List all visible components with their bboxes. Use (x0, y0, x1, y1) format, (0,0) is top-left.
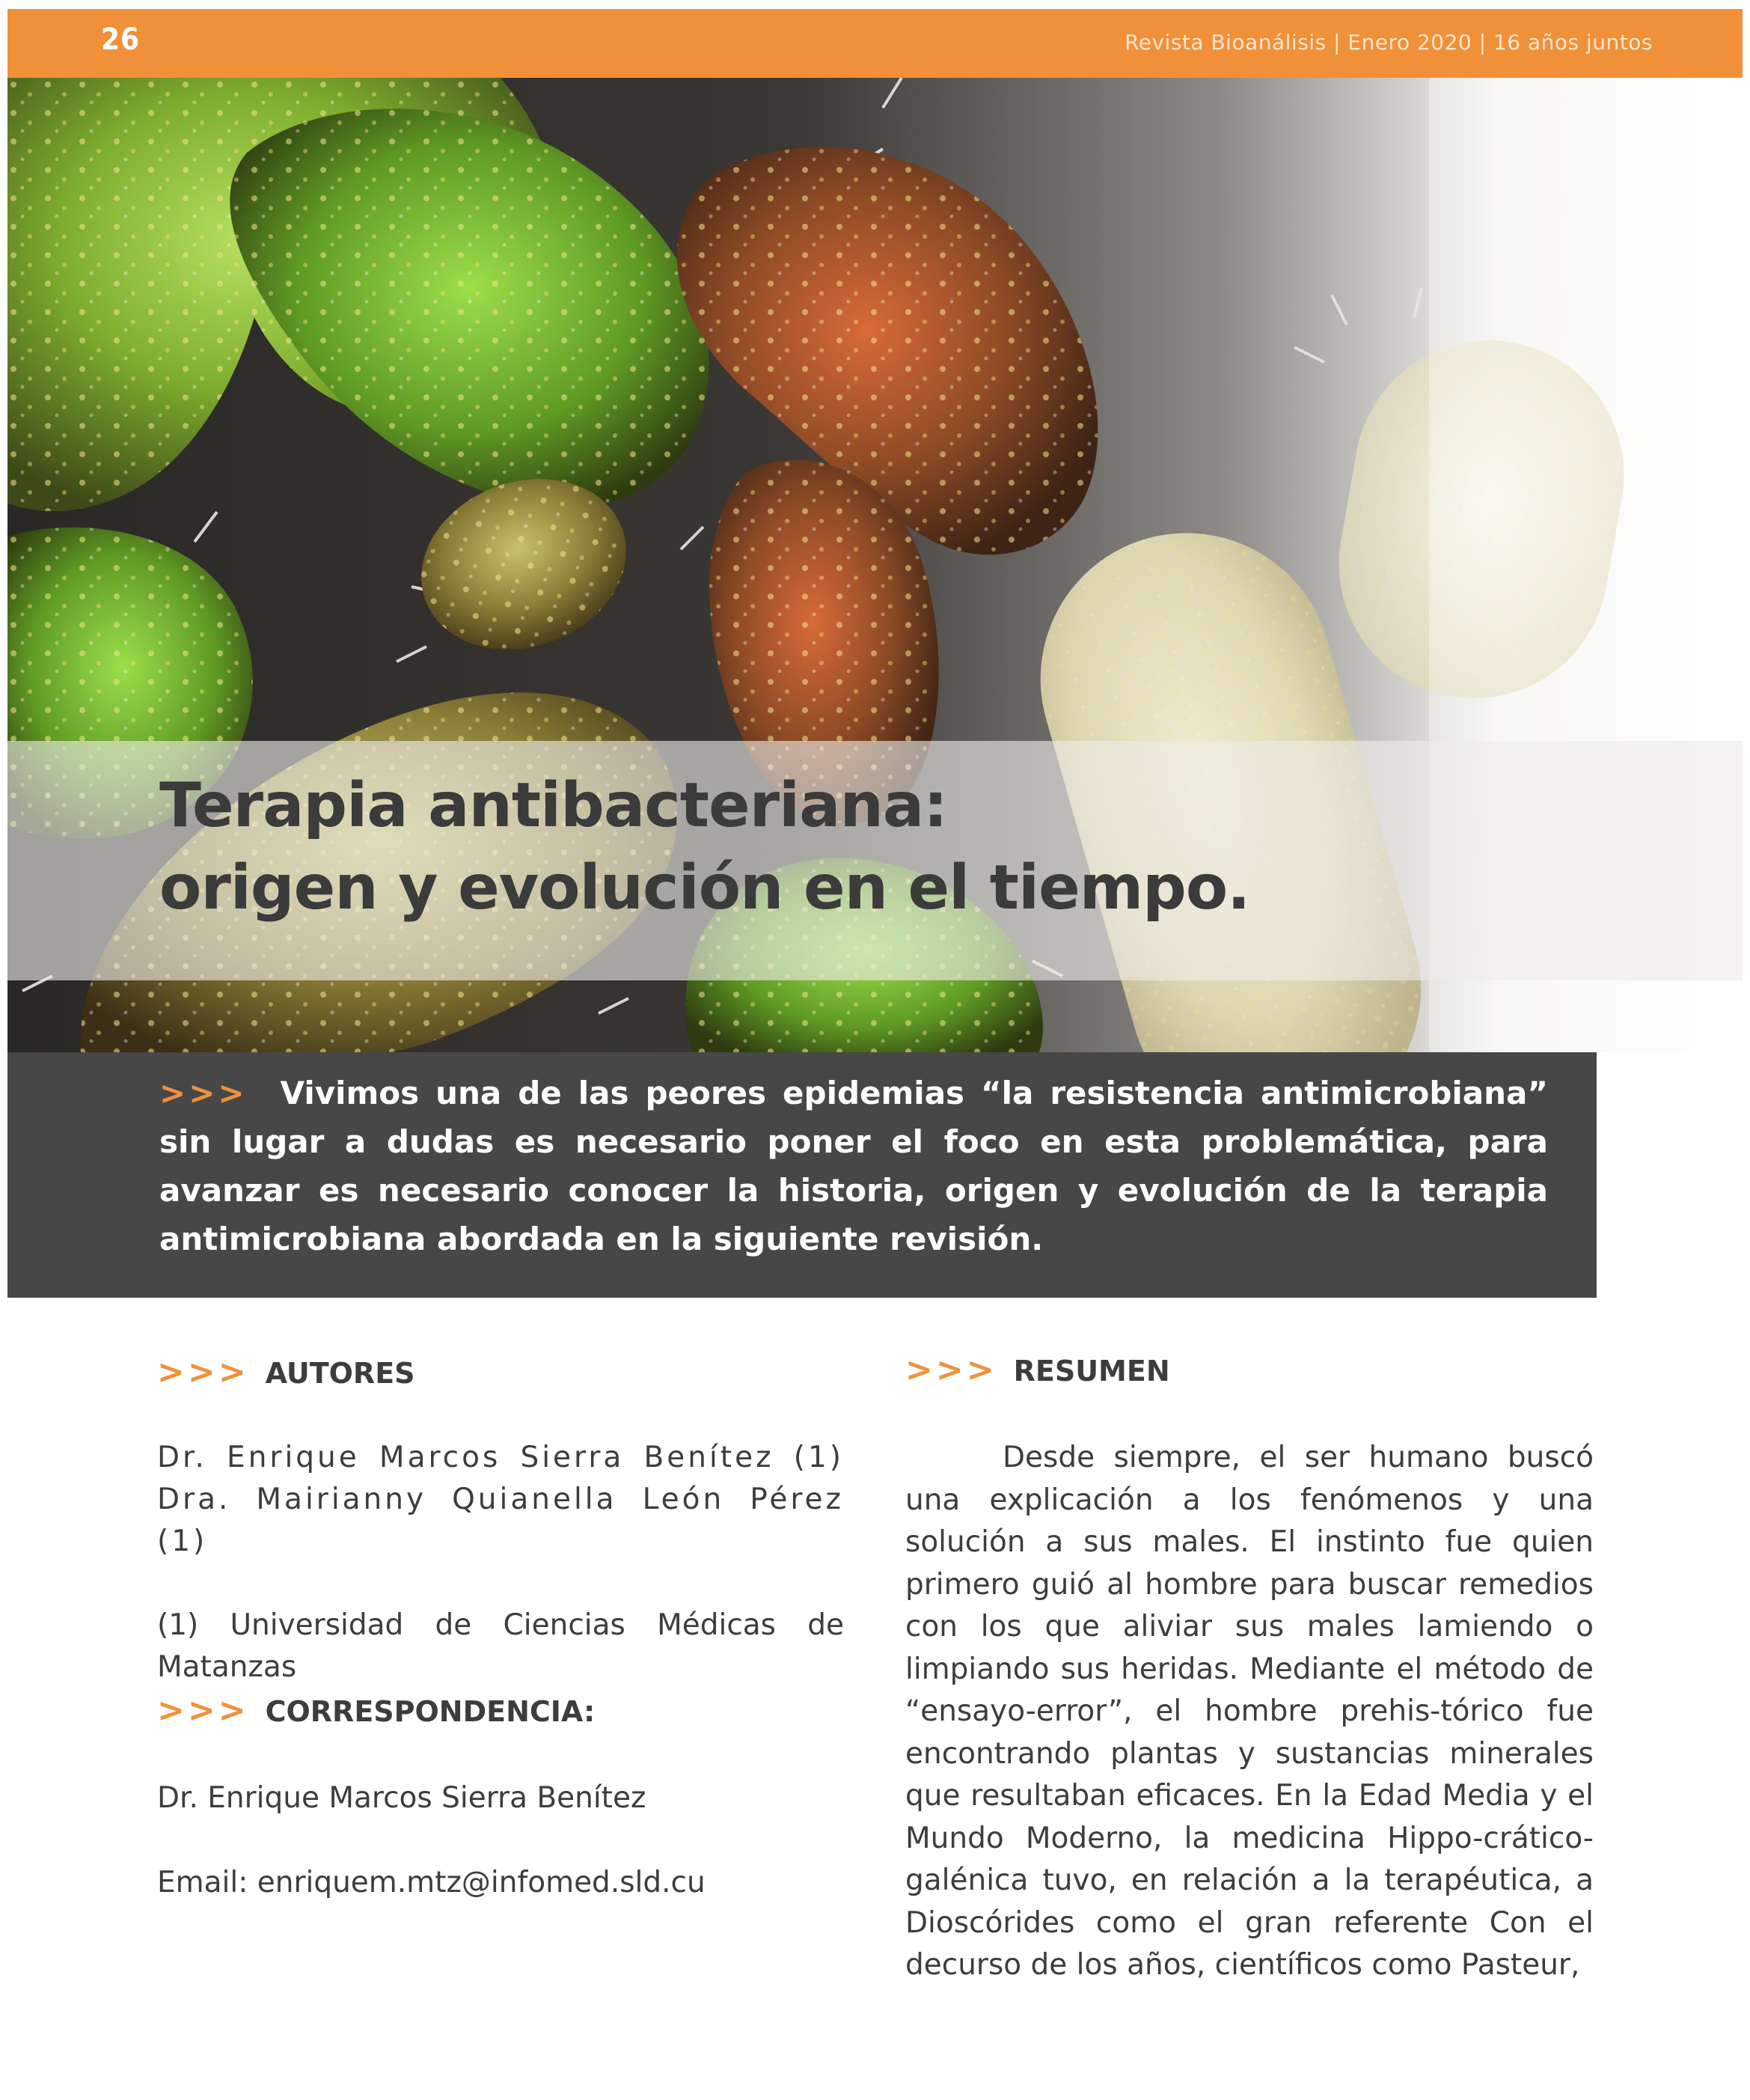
correspondence-heading-label: CORRESPONDENCIA: (265, 1695, 596, 1728)
authors-affiliation: (1) Universidad de Ciencias Médicas de Matanzas (157, 1608, 844, 1684)
correspondence-heading (157, 1691, 595, 1730)
hero-image (7, 78, 1743, 1052)
lede-box (7, 1052, 1597, 1298)
abstract-heading-label: RESUMEN (1013, 1355, 1170, 1388)
arrows-icon: >>> (905, 1351, 997, 1389)
authors-names: Dr. Enrique Marcos Sierra Benítez (1) Dra. Mairianny Quianella León Pérez (1) (157, 1441, 844, 1558)
correspondence-name: Dr. Enrique Marcos Sierra Benítez (157, 1781, 646, 1815)
abstract-heading (905, 1351, 1170, 1389)
title-line-1: Terapia antibacteriana: (159, 770, 947, 841)
article-title (159, 765, 1249, 930)
arrows-icon: >>> (159, 1075, 248, 1111)
correspondence-email[interactable]: Email: enriquem.mtz@infomed.sld.cu (157, 1866, 706, 1899)
authors-block (157, 1437, 844, 1688)
running-head: Revista Bioanálisis | Enero 2020 | 16 años juntos (1125, 30, 1653, 55)
lede-paragraph (159, 1069, 1548, 1263)
authors-heading-label: AUTORES (265, 1357, 415, 1390)
arrows-icon: >>> (157, 1691, 249, 1730)
abstract-paragraph: Desde siempre, el ser humano buscó una explicación a los fenómenos y una solución a sus males. El instinto fue quien primero guió al hombre para buscar remedios con los que aliviar sus males lamiendo o limpiando sus heridas. Mediante el método de “ensayo-error”, el hombre prehis-tórico fue encontrando plantas y sustancias minerales que resultaban eficaces. En la Edad Media y el Mundo Moderno, la medicina Hippo-crático-galénica tuvo, en relación a la terapéutica, a Dioscórides como el gran referente Con el decurso de los años, científicos como Pasteur, (905, 1441, 1594, 1982)
page-number: 26 (101, 22, 141, 57)
abstract-block (905, 1437, 1594, 1987)
authors-heading (157, 1353, 415, 1391)
page-header-bar (7, 9, 1743, 78)
arrows-icon: >>> (157, 1353, 249, 1391)
title-line-2: origen y evolución en el tiempo. (159, 852, 1250, 924)
lede-text: Vivimos una de las peores epidemias “la resistencia antimicrobiana” sin lugar a dudas es necesario poner el foco en esta problemática, para avanzar es necesario conocer la historia, origen y evolución de la terapia antimicrobiana abordada en la siguiente revisión. (159, 1075, 1548, 1257)
